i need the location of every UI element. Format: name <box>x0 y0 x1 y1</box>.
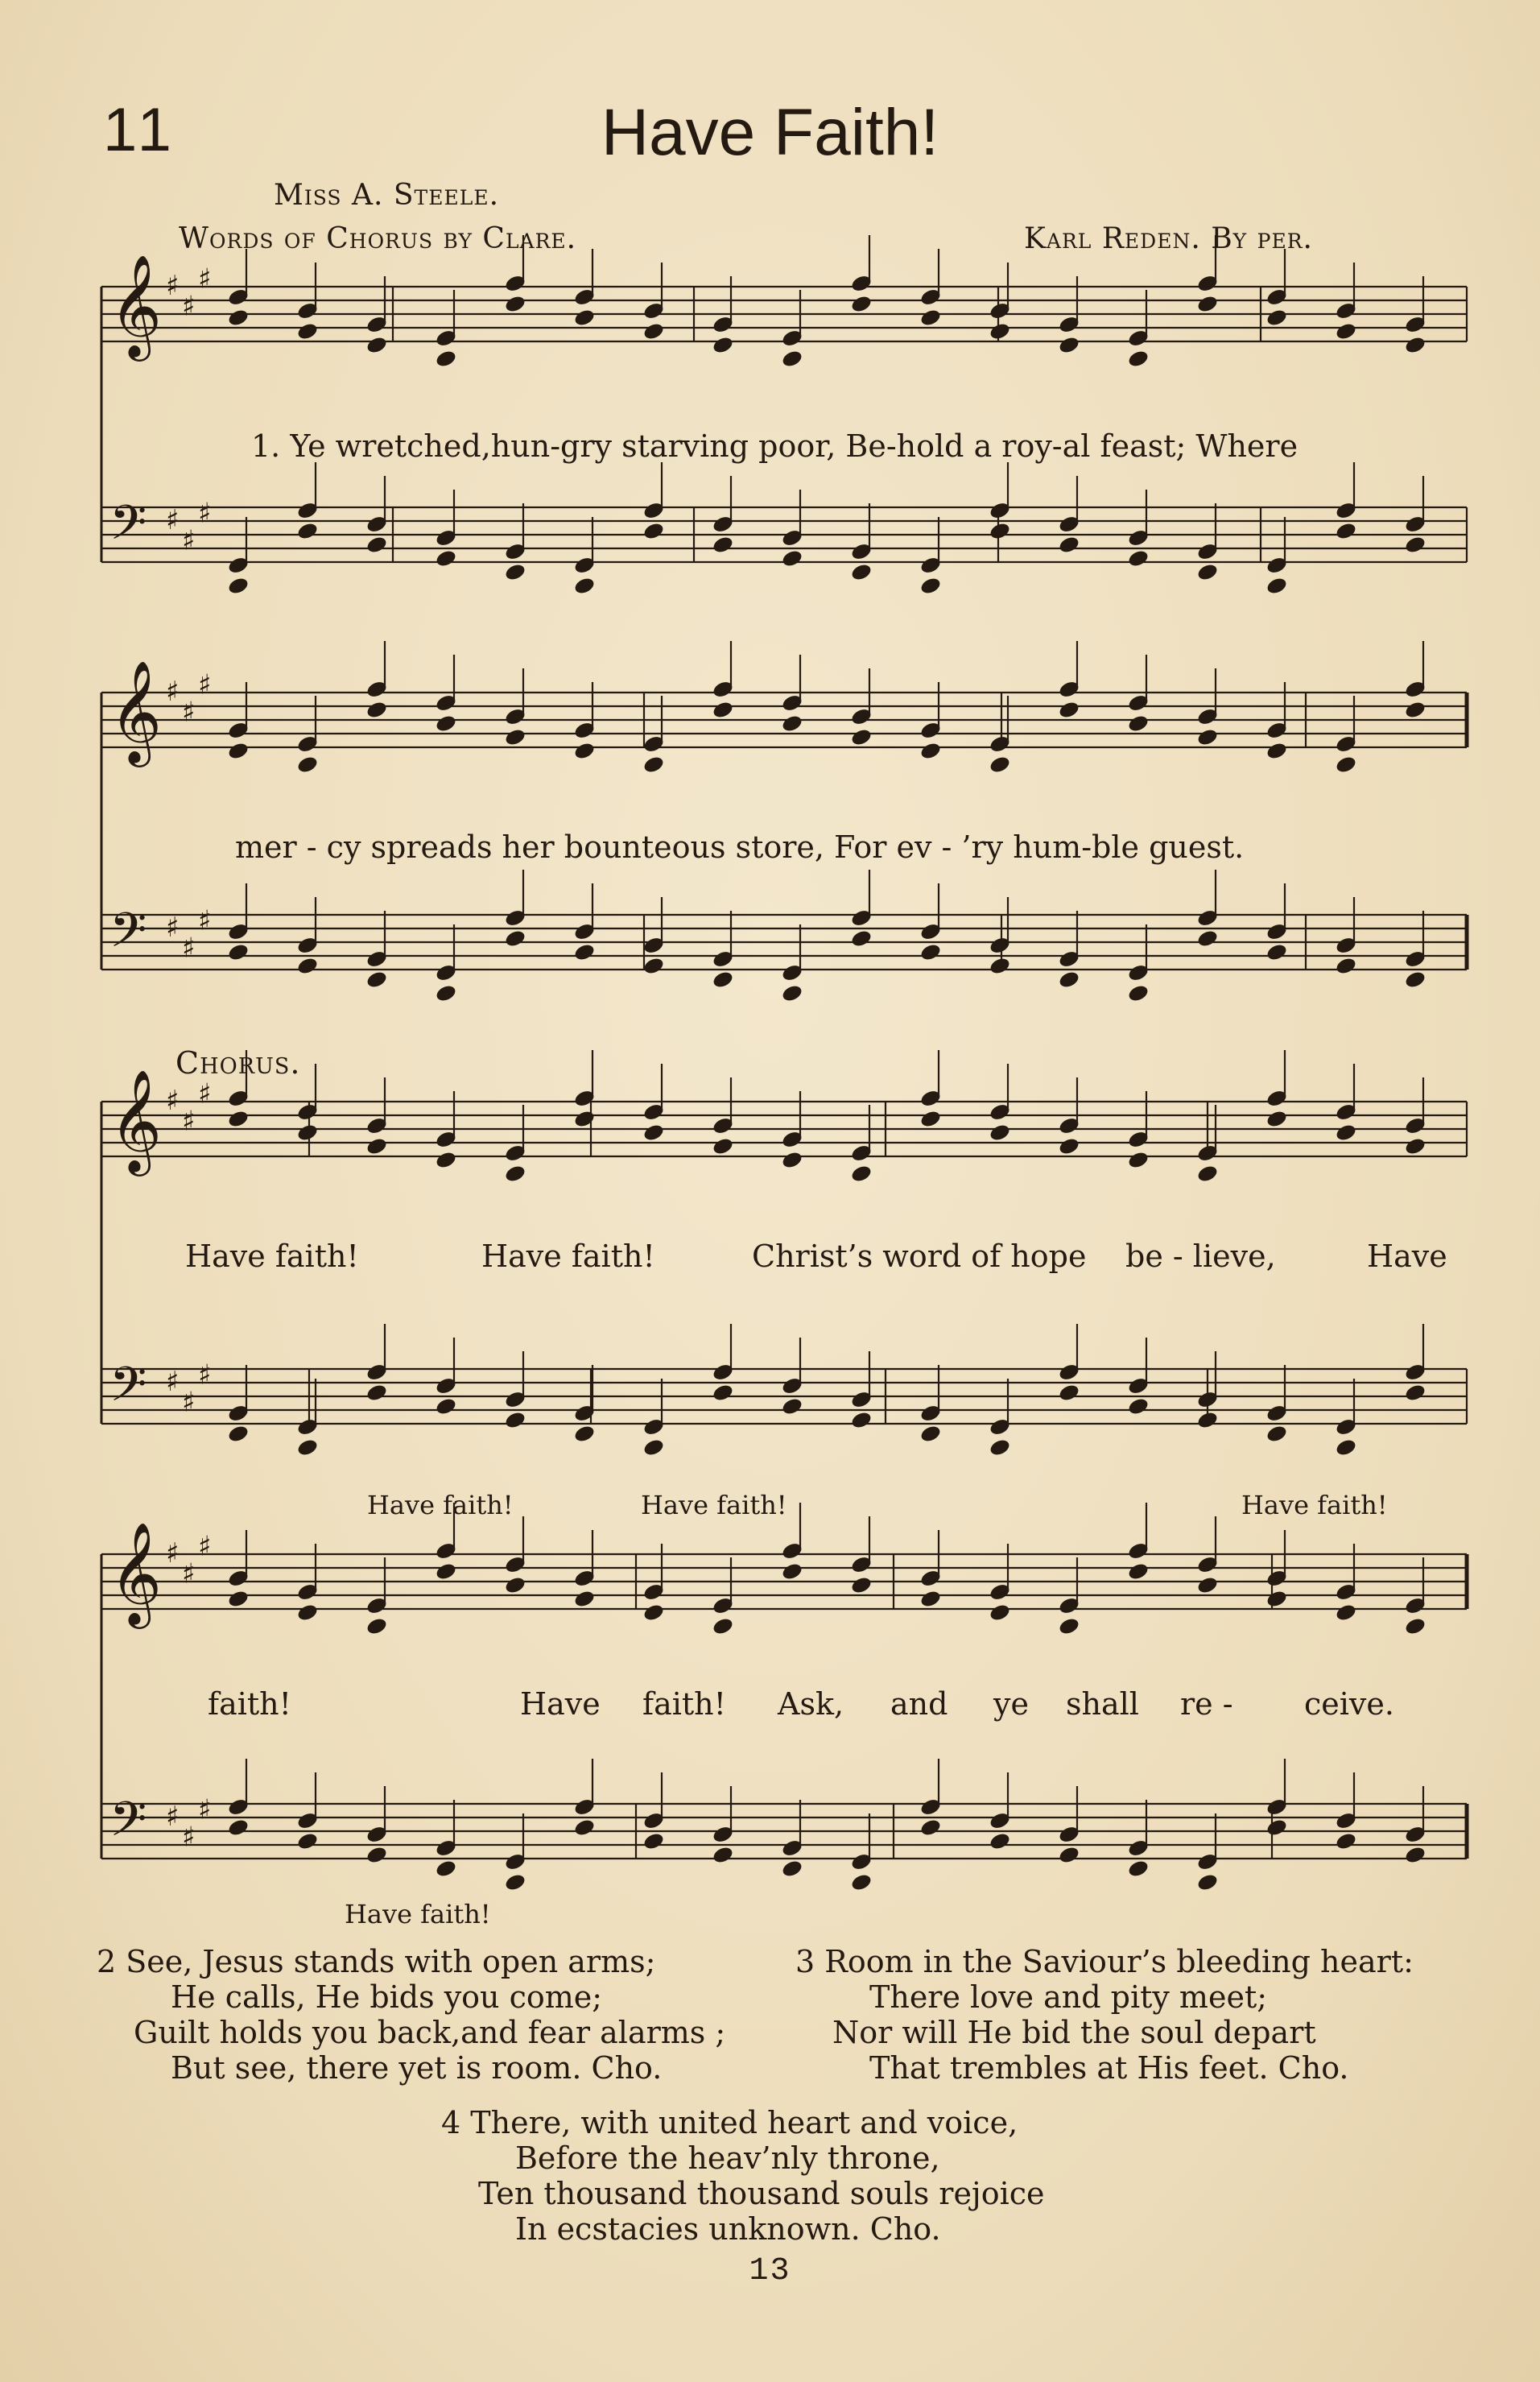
sharp-icon: ♯ <box>182 290 196 323</box>
note-head <box>296 755 320 775</box>
note-head <box>1404 700 1427 720</box>
note-head <box>1404 535 1427 555</box>
note-head <box>504 727 527 747</box>
author-credit: Miss A. Steele. <box>274 179 500 212</box>
hymn-title: Have Faith! <box>601 96 939 169</box>
note-head <box>296 1437 320 1458</box>
verse1-lyric-line2: mer - cy spreads her bounteous store, For ev - ’ry hum-ble guest. <box>235 829 1245 865</box>
chorus-words-credit: Words of Chorus by Clare. <box>179 222 577 255</box>
sharp-icon: ♯ <box>198 263 212 296</box>
note-head <box>365 335 389 355</box>
note-head <box>227 1589 250 1609</box>
note-head <box>365 535 389 555</box>
note-head <box>296 1602 320 1623</box>
sharp-icon: ♯ <box>166 1537 180 1569</box>
note-head <box>1265 1109 1289 1129</box>
verse-3-line-3: Nor will He bid the soul depart <box>832 2015 1316 2050</box>
note-head <box>296 956 320 976</box>
note-head <box>850 1872 873 1892</box>
sharp-icon: ♯ <box>166 1801 180 1833</box>
note-head <box>1404 1616 1427 1636</box>
sharp-icon: ♯ <box>198 668 212 701</box>
note-head <box>850 562 873 582</box>
bass-clef-icon: 𝄢 <box>109 902 147 970</box>
note-head <box>227 308 250 328</box>
note-head <box>1196 1164 1220 1184</box>
note-head <box>1335 1437 1358 1458</box>
note-head <box>919 308 943 328</box>
sharp-icon: ♯ <box>182 1557 196 1590</box>
note-head <box>435 1396 458 1416</box>
note-head <box>365 1383 389 1403</box>
composer-credit: Karl Reden. By per. <box>1024 222 1313 255</box>
bass-clef-icon: 𝄢 <box>109 494 147 562</box>
note-head <box>227 741 250 761</box>
note-head <box>1404 970 1427 990</box>
sharp-icon: ♯ <box>182 524 196 557</box>
chorus-lyric-10: and <box>890 1686 948 1722</box>
verse-4-line-2: Before the heav’nly throne, <box>515 2140 940 2176</box>
note-head <box>919 942 943 962</box>
note-head <box>1058 700 1081 720</box>
note-head <box>435 349 458 369</box>
chorus-lyric-4: be - lieve, <box>1125 1239 1276 1274</box>
note-head <box>1265 576 1289 596</box>
note-head <box>1335 321 1358 341</box>
sharp-icon: ♯ <box>182 932 196 965</box>
note-head <box>435 1859 458 1879</box>
note-head <box>781 1561 804 1582</box>
note-head <box>1196 1575 1220 1595</box>
sharp-icon: ♯ <box>198 497 212 530</box>
note-head <box>1335 521 1358 541</box>
note-head <box>850 727 873 747</box>
note-head <box>1058 335 1081 355</box>
note-head <box>1265 1424 1289 1444</box>
note-head <box>919 1818 943 1838</box>
note-head <box>1404 1383 1427 1403</box>
sharp-icon: ♯ <box>182 1386 196 1419</box>
sharp-icon: ♯ <box>182 1821 196 1854</box>
echo-4: Have faith! <box>345 1899 491 1929</box>
chorus-lyric-2: Have faith! <box>481 1239 655 1274</box>
sharp-icon: ♯ <box>198 1077 212 1110</box>
note-head <box>1127 1396 1150 1416</box>
note-head <box>573 308 597 328</box>
verse-2-line-1: 2 See, Jesus stands with open arms; <box>97 1944 656 1979</box>
note-head <box>1196 928 1220 949</box>
sharp-icon: ♯ <box>198 1358 212 1392</box>
note-head <box>435 983 458 1003</box>
note-head <box>1058 1616 1081 1636</box>
sharp-icon: ♯ <box>166 676 180 708</box>
note-head <box>919 1589 943 1609</box>
note-head <box>781 548 804 569</box>
chorus-lyric-3: Christ’s word of hope <box>752 1239 1087 1274</box>
sharp-icon: ♯ <box>198 1530 212 1563</box>
note-head <box>504 1164 527 1184</box>
sharp-icon: ♯ <box>166 270 180 302</box>
note-head <box>573 741 597 761</box>
sharp-icon: ♯ <box>182 1105 196 1138</box>
verse-4-line-3: Ten thousand thousand souls rejoice <box>478 2176 1045 2211</box>
chorus-lyric-7: Have <box>520 1686 601 1722</box>
note-head <box>435 548 458 569</box>
note-head <box>712 1616 735 1636</box>
note-head <box>781 1859 804 1879</box>
note-head <box>504 1575 527 1595</box>
treble-clef-icon: 𝄞 <box>109 1069 163 1172</box>
note-head <box>1058 1136 1081 1156</box>
note-head <box>781 983 804 1003</box>
note-head <box>781 1396 804 1416</box>
note-head <box>1127 349 1150 369</box>
note-head <box>1058 535 1081 555</box>
note-head <box>227 1424 250 1444</box>
note-head <box>1265 1589 1289 1609</box>
treble-clef-icon: 𝄞 <box>109 254 163 358</box>
note-head <box>504 562 527 582</box>
note-head <box>1196 1872 1220 1892</box>
chorus-lyric-12: shall <box>1066 1686 1139 1722</box>
note-head <box>1335 1602 1358 1623</box>
note-head <box>642 755 666 775</box>
note-head <box>573 1424 597 1444</box>
verse-4 <box>441 2105 1045 2247</box>
note-head <box>1335 1123 1358 1143</box>
echo-3: Have faith! <box>1241 1490 1388 1520</box>
note-head <box>642 521 666 541</box>
note-head <box>504 1410 527 1430</box>
note-head <box>573 1109 597 1129</box>
verse-4-line-4: In ecstacies unknown. Cho. <box>515 2211 941 2247</box>
sharp-icon: ♯ <box>166 1366 180 1398</box>
note-head <box>1058 970 1081 990</box>
note-head <box>712 1845 735 1865</box>
note-head <box>989 321 1012 341</box>
verse-3-line-2: There love and pity meet; <box>869 1979 1268 2015</box>
note-head <box>365 1136 389 1156</box>
note-head <box>504 1872 527 1892</box>
note-head <box>712 335 735 355</box>
note-head <box>850 1575 873 1595</box>
note-head <box>781 713 804 734</box>
note-head <box>989 1831 1012 1851</box>
note-head <box>365 1845 389 1865</box>
page-number: 13 <box>749 2253 791 2289</box>
chorus-lyric-5: Have <box>1367 1239 1447 1274</box>
echo-2: Have faith! <box>641 1490 787 1520</box>
note-head <box>642 1437 666 1458</box>
chorus-lyric-6: faith! <box>208 1686 291 1722</box>
note-head <box>1196 562 1220 582</box>
verse-2 <box>97 1944 725 2086</box>
verse-3 <box>795 1944 1414 2086</box>
note-head <box>712 1383 735 1403</box>
echo-1: Have faith! <box>367 1490 514 1520</box>
hymn-number: 11 <box>103 96 176 164</box>
note-head <box>1404 1845 1427 1865</box>
note-head <box>1196 294 1220 314</box>
note-head <box>712 970 735 990</box>
note-head <box>1127 548 1150 569</box>
note-head <box>296 321 320 341</box>
note-head <box>712 535 735 555</box>
note-head <box>1335 1831 1358 1851</box>
note-head <box>573 1589 597 1609</box>
note-head <box>642 1123 666 1143</box>
note-head <box>365 700 389 720</box>
note-head <box>989 1123 1012 1143</box>
note-head <box>642 1831 666 1851</box>
note-head <box>850 294 873 314</box>
note-head <box>1404 1136 1427 1156</box>
note-head <box>781 349 804 369</box>
note-head <box>781 1150 804 1170</box>
note-head <box>435 713 458 734</box>
note-head <box>1127 1859 1150 1879</box>
note-head <box>850 1164 873 1184</box>
note-head <box>1127 1561 1150 1582</box>
note-head <box>1265 942 1289 962</box>
note-head <box>850 1410 873 1430</box>
note-head <box>1265 308 1289 328</box>
note-head <box>365 1616 389 1636</box>
note-head <box>850 928 873 949</box>
sharp-icon: ♯ <box>166 504 180 536</box>
chorus-lyric-1: Have faith! <box>185 1239 359 1274</box>
note-head <box>227 1109 250 1129</box>
sharp-icon: ♯ <box>198 904 212 937</box>
chorus-label: Chorus. <box>175 1045 301 1081</box>
note-head <box>504 294 527 314</box>
verse-2-line-4: But see, there yet is room. Cho. <box>171 2050 663 2086</box>
note-head <box>989 521 1012 541</box>
treble-clef-icon: 𝄞 <box>109 660 163 763</box>
note-head <box>919 1424 943 1444</box>
note-head <box>227 942 250 962</box>
note-head <box>227 1818 250 1838</box>
note-head <box>1058 1845 1081 1865</box>
note-head <box>919 741 943 761</box>
note-head <box>1335 956 1358 976</box>
bass-clef-icon: 𝄢 <box>109 1356 147 1424</box>
bass-clef-icon: 𝄢 <box>109 1791 147 1859</box>
note-head <box>989 1437 1012 1458</box>
chorus-lyric-8: faith! <box>642 1686 726 1722</box>
note-head <box>573 1818 597 1838</box>
sharp-icon: ♯ <box>166 912 180 944</box>
chorus-lyric-9: Ask, <box>778 1686 844 1722</box>
note-head <box>573 576 597 596</box>
note-head <box>1127 713 1150 734</box>
chorus-lyric-14: ceive. <box>1304 1686 1394 1722</box>
sharp-icon: ♯ <box>166 1085 180 1117</box>
note-head <box>435 1561 458 1582</box>
note-head <box>1127 983 1150 1003</box>
verse-3-line-4: That trembles at His feet. Cho. <box>869 2050 1349 2086</box>
note-head <box>989 956 1012 976</box>
note-head <box>1127 1150 1150 1170</box>
note-head <box>573 942 597 962</box>
note-head <box>989 755 1012 775</box>
note-head <box>642 1602 666 1623</box>
note-head <box>712 700 735 720</box>
note-head <box>1196 727 1220 747</box>
sharp-icon: ♯ <box>182 696 196 729</box>
note-head <box>504 928 527 949</box>
verse-3-line-1: 3 Room in the Saviour’s bleeding heart: <box>795 1944 1414 1979</box>
note-head <box>365 970 389 990</box>
note-head <box>919 576 943 596</box>
verse-4-line-1: 4 There, with united heart and voice, <box>441 2105 1018 2140</box>
note-head <box>1265 1818 1289 1838</box>
note-head <box>296 521 320 541</box>
note-head <box>296 1831 320 1851</box>
verse-2-line-3: Guilt holds you back,and fear alarms ; <box>134 2015 726 2050</box>
note-head <box>1335 755 1358 775</box>
note-head <box>919 1109 943 1129</box>
note-head <box>712 1136 735 1156</box>
note-head <box>1404 335 1427 355</box>
sharp-icon: ♯ <box>198 1793 212 1826</box>
note-head <box>227 576 250 596</box>
note-head <box>435 1150 458 1170</box>
treble-clef-icon: 𝄞 <box>109 1521 163 1625</box>
verse1-lyric-line1: 1. Ye wretched,hun-gry starving poor, Be-hold a roy-al feast; Where <box>251 428 1298 464</box>
chorus-lyric-13: re - <box>1180 1686 1233 1722</box>
note-head <box>1058 1383 1081 1403</box>
note-head <box>989 1602 1012 1623</box>
note-head <box>1265 741 1289 761</box>
note-head <box>642 956 666 976</box>
verse-2-line-2: He calls, He bids you come; <box>171 1979 603 2015</box>
chorus-lyric-11: ye <box>993 1686 1029 1722</box>
note-head <box>642 321 666 341</box>
note-head <box>296 1123 320 1143</box>
